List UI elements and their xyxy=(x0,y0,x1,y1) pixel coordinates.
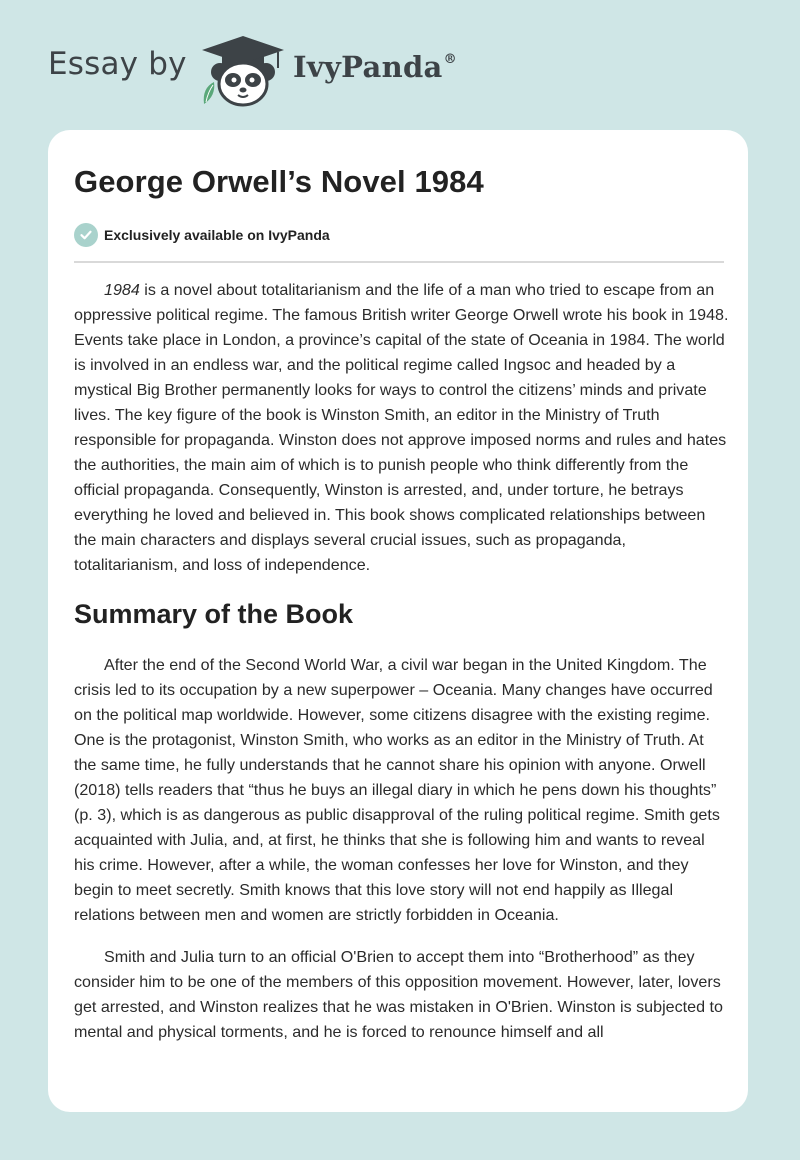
exclusive-badge xyxy=(74,223,330,247)
article-card xyxy=(48,130,748,1112)
divider xyxy=(74,261,724,263)
site-header xyxy=(0,0,800,120)
exclusive-label: Exclusively available on IvyPanda xyxy=(104,227,330,243)
body-paragraph: After the end of the Second World War, a civil war began in the United Kingdom. The crisis led to its occupation by a new superpower – Oceania. Many changes have occurred on the political map worldwide. However, some citizens disagree with the existing regime. One is the protagonist, Winston Smith, who works as an editor in the Ministry of Truth. At the same time, he fully understands that he cannot share his opinion with anyone. Orwell (2018) tells readers that “thus he buys an illegal diary in which he pens down his thoughts” (p. 3), which is as dangerous as public disapproval of the ruling political regime. Smith gets acquainted with Julia, and, at first, he thinks that she is following him and wants to reveal his crime. However, after a while, the woman confesses her love for Winston, and they begin to meet secretly. Smith knows that this love story will not end happily as Illegal relations between men and women are strictly forbidden in Oceania. xyxy=(74,656,720,924)
page-title: George Orwell’s Novel 1984 xyxy=(74,164,484,199)
brand-name[interactable]: IvyPanda® xyxy=(293,50,457,84)
intro-paragraph: 1984 is a novel about totalitarianism and the life of a man who tried to escape from an oppressive political regime. The famous British writer George Orwell wrote his book in 1948. Events take place in London, a province’s capital of the state of Oceania in 1984. The world is involved in an endless war, and the political regime called Ingsoc and headed by a mystical Big Brother permanently looks for ways to control the citizens’ minds and private lives. The key figure of the book is Winston Smith, an editor in the Ministry of Truth responsible for propaganda. Winston does not approve imposed norms and rules and hates the authorities, the main aim of which is to punish people who think differently from the official propaganda. Consequently, Winston is arrested, and, under torture, he betrays everything he loved and believed in. This book shows complicated relationships between the main characters and displays several crucial issues, such as propaganda, totalitarianism, and loss of independence. xyxy=(74,281,729,574)
article-body xyxy=(74,278,729,1045)
panda-graduate-icon[interactable] xyxy=(198,34,288,108)
check-circle-icon xyxy=(74,223,98,247)
section-heading: Summary of the Book xyxy=(74,599,354,629)
trademark-symbol: ® xyxy=(443,52,457,67)
essay-by-label: Essay by xyxy=(48,46,187,82)
body-paragraph: Smith and Julia turn to an official O'Brien to accept them into “Brotherhood” as they consider him to be one of the members of this opposition movement. However, later, lovers get arrested, and Winston realizes that he was mistaken in O'Brien. Winston is subjected to mental and physical torments, and he is forced to renounce himself and all xyxy=(74,948,723,1041)
book-title-italic: 1984 xyxy=(104,281,140,299)
